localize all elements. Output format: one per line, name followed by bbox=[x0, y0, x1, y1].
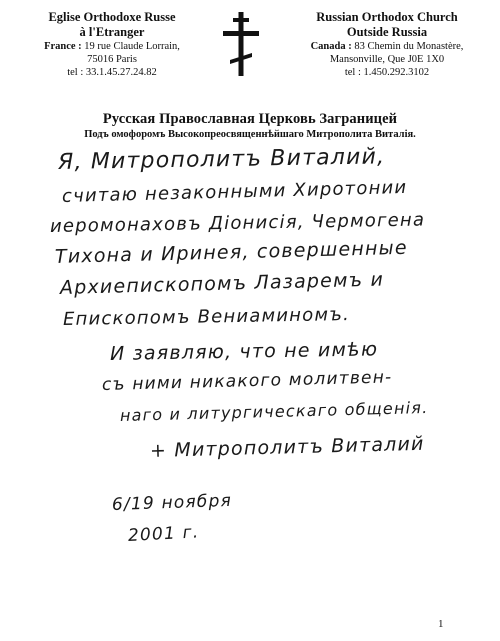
org-name-english-line2: Outside Russia bbox=[346, 25, 428, 39]
handwritten-date-line-1: 6/19 ноября bbox=[111, 490, 233, 515]
document-title: Русская Православная Церковь Заграницей bbox=[102, 111, 398, 127]
french-address-line1 bbox=[22, 40, 202, 53]
handwritten-line-5: Архиепископомъ Лазаремъ и bbox=[59, 268, 385, 299]
canada-address-line1 bbox=[292, 40, 482, 53]
org-name-french-line1: Eglise Orthodoxe Russe bbox=[48, 10, 176, 24]
org-name-english-line1: Russian Orthodox Church bbox=[316, 10, 458, 24]
handwritten-line-2: считаю незаконными Хиротонии bbox=[61, 176, 408, 207]
handwritten-line-4: Тихона и Иринея, совершенные bbox=[54, 236, 408, 268]
header-right-address-block bbox=[292, 10, 482, 79]
canada-phone: tel : 1.450.292.3102 bbox=[344, 67, 430, 78]
handwritten-line-8: съ ними никакого молитвен- bbox=[101, 367, 393, 395]
handwritten-date-line-2: 2001 г. bbox=[127, 522, 200, 546]
handwritten-line-7: И заявляю, что не имѣю bbox=[109, 338, 379, 365]
org-name-french-line2: à l'Etranger bbox=[79, 25, 145, 39]
handwritten-line-9: наго и литургическаго общенія. bbox=[119, 397, 429, 425]
document-subtitle: Подъ омофоромъ Высокопреосвященнѣйшаго Митрополита Виталія. bbox=[84, 129, 416, 140]
handwritten-line-3: иеромонаховъ Діонисія, Чермогена bbox=[49, 209, 426, 237]
header-left-address-block bbox=[22, 10, 202, 79]
french-address-line2: 75016 Paris bbox=[87, 54, 137, 65]
french-phone: tel : 33.1.45.27.24.82 bbox=[67, 67, 157, 78]
canada-street: 83 Chemin du Monastère, bbox=[354, 41, 464, 52]
handwritten-line-1: Я, Митрополитъ Виталий, bbox=[57, 144, 386, 175]
handwritten-signature: + Митрополитъ Виталий bbox=[149, 432, 425, 462]
page-number: 1 bbox=[438, 618, 444, 630]
canada-address-line2: Mansonville, Que J0E 1X0 bbox=[329, 54, 445, 65]
country-label-france: France : bbox=[44, 41, 82, 52]
french-street: 19 rue Claude Lorrain, bbox=[84, 41, 180, 52]
orthodox-cross-icon bbox=[223, 12, 259, 76]
handwritten-line-6: Епископомъ Вениаминомъ. bbox=[62, 303, 351, 330]
country-label-canada: Canada : bbox=[310, 41, 352, 52]
